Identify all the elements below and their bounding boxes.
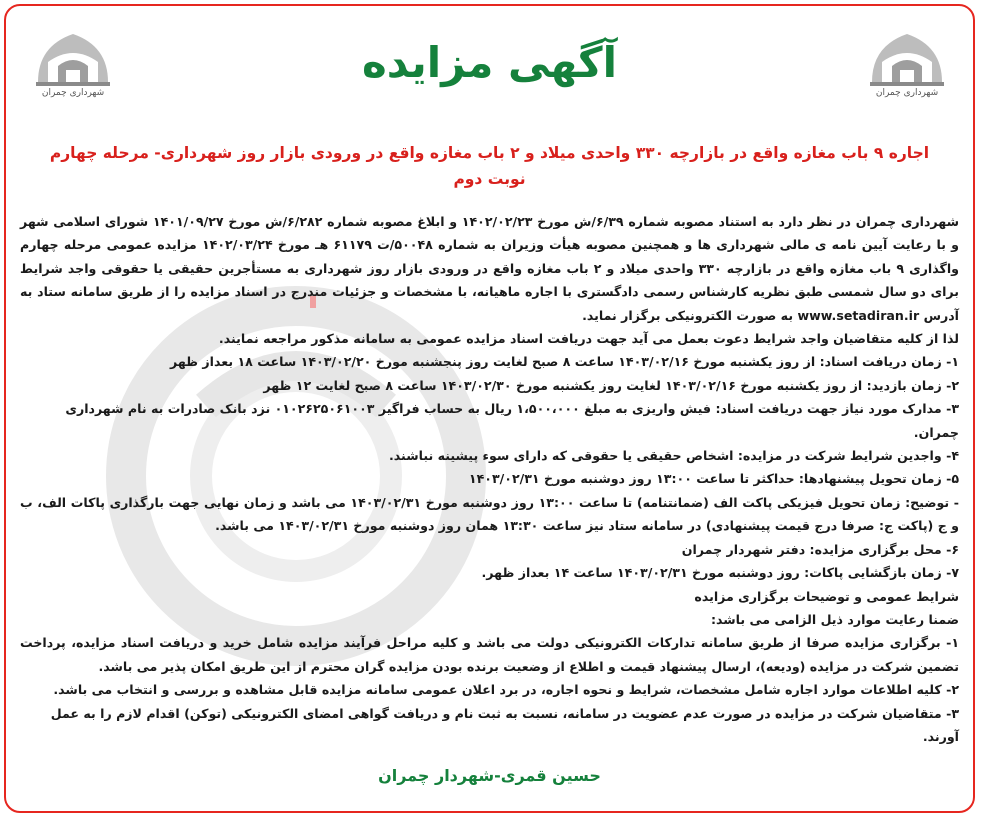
item-7: ۷- زمان بازگشایی پاکات: روز دوشنبه مورخ ۱۴۰۳/۰۲/۳۱ ساعت ۱۴ بعداز ظهر. xyxy=(481,565,959,581)
general-heading: شرایط عمومی و توضیحات برگزاری مزایده xyxy=(694,588,959,604)
item-4: ۴- واجدین شرایط شرکت در مزایده: اشخاص حقیقی یا حقوقی که دارای سوء پیشینه نباشند. xyxy=(389,448,959,464)
rule-1: ۱- برگزاری مزایده صرفا از طریق سامانه تدارکات الکترونیکی دولت می باشد و کلیه مراحل فرآیند مزایده شامل خرید و دریافت اسناد مزایده، پرداخت تضمین شرکت در مزایده (ودیعه)، ارسال پیشنهاد قیمت و اطلاع از وضعیت برنده بودن مزایده گران محترم از این طریق امکان پذیر می باشد. xyxy=(20,635,959,674)
item-1: ۱- زمان دریافت اسناد: از روز یکشنبه مورخ ۱۴۰۳/۰۲/۱۶ ساعت ۸ صبح لغایت روز پنجشنبه مورخ ۱۴۰۳/۰۲/۲۰ ساعت ۱۸ بعداز ظهر xyxy=(170,354,959,370)
item-6: ۶- محل برگزاری مزایده: دفتر شهردار چمران xyxy=(681,541,959,557)
logo-caption: شهرداری چمران xyxy=(875,88,939,98)
note-paragraph: - توضیح: زمان تحویل فیزیکی پاکت الف (ضمانتنامه) تا ساعت ۱۳:۰۰ روز دوشنبه مورخ ۱۴۰۳/۰۲/۳۱ می باشد و زمان نهایی جهت بارگذاری پاکات الف، ب و ج (پاکت ج: صرفا درج قیمت پیشنهادی) در سامانه ستاد نیز ساعت ۱۳:۳۰ همان روز دوشنبه مورخ ۱۴۰۳/۰۲/۳۱ می باشد. xyxy=(20,494,959,534)
mandatory-line: ضمنا رعایت موارد ذیل الزامی می باشد: xyxy=(710,611,959,627)
subtitle-line-2: نوبت دوم xyxy=(453,170,526,188)
notice-frame xyxy=(4,4,975,813)
invite-line: لذا از کلیه متقاضیان واجد شرایط دعوت بعمل می آید جهت دریافت اسناد مزایده عمومی به سامانه مذکور مراجعه نمایند. xyxy=(218,331,959,347)
item-2: ۲- زمان بازدید: از روز یکشنبه مورخ ۱۴۰۳/۰۲/۱۶ لغایت روز یکشنبه مورخ ۱۴۰۳/۰۲/۳۰ ساعت ۸ صبح لغایت ۱۲ ظهر xyxy=(263,377,959,393)
rule-2: ۲- کلیه اطلاعات موارد اجاره شامل مشخصات، شرایط و نحوه اجاره، در برد اعلان عمومی سامانه مزایده قابل مشاهده و بررسی و انتخاب می باشد. xyxy=(53,682,959,698)
rule-3: ۳- متقاضیان شرکت در مزایده در صورت عدم عضویت در سامانه، نسبت به ثبت نام و دریافت گواهی امضای الکترونیکی (توکن) اقدام لازم را به عمل آورند. xyxy=(50,705,959,744)
subtitle-line-1: اجاره ۹ باب مغازه واقع در بازارچه ۳۳۰ واحدی میلاد و ۲ باب مغازه واقع در ورودی بازار روز شهرداری- مرحله چهارم xyxy=(49,144,930,162)
signature: حسین قمری-شهردار چمران xyxy=(378,766,601,785)
notice-body xyxy=(20,210,959,748)
page-title: آگهی مزایده xyxy=(361,38,617,87)
item-5: ۵- زمان تحویل پیشنهادها: حداکثر تا ساعت ۱۳:۰۰ روز دوشنبه مورخ ۱۴۰۳/۰۲/۳۱ xyxy=(468,471,959,487)
item-3: ۳- مدارک مورد نیاز جهت دریافت اسناد: فیش واریزی به مبلغ ۱،۵۰۰،۰۰۰ ریال به حساب فراگیر ۰۱۰۲۶۲۵۰۶۱۰۰۳ نزد بانک صادرات به نام شهرداری چمران. xyxy=(65,401,959,440)
logo-caption: شهرداری چمران xyxy=(41,88,105,98)
notice-subtitle xyxy=(36,140,943,192)
intro-paragraph: شهرداری چمران در نظر دارد به استناد مصوبه شماره ۶/۳۹/ش مورخ ۱۴۰۲/۰۲/۲۳ و ابلاغ مصوبه شماره ۶/۲۸۲/ش مورخ ۱۴۰۱/۰۹/۲۷ شورای اسلامی شهر و با رعایت آیین نامه ی مالی شهرداری ها و همچنین مصوبه هیأت وزیران به شماره ۵۰۰۴۸/ت ۶۱۱۷۹ هـ مورخ ۱۴۰۲/۰۳/۲۴ مزایده عمومی مرحله چهارم واگذاری ۹ باب مغازه واقع در بازارچه ۳۳۰ واحدی میلاد و ۲ باب مغازه واقع در ورودی بازار روز شهرداری به مستأجرین حقیقی یا حقوقی واجد شرایط برای دو سال شمسی طبق نظریه کارشناس رسمی دادگستری با اجاره ماهیانه، با مشخصات و جزئیات مندرج در اسناد مزایده را از طریق سامانه ستاد به آدرس www.setadiran.ir به صورت الکترونیکی برگزار نماید. xyxy=(20,214,960,323)
